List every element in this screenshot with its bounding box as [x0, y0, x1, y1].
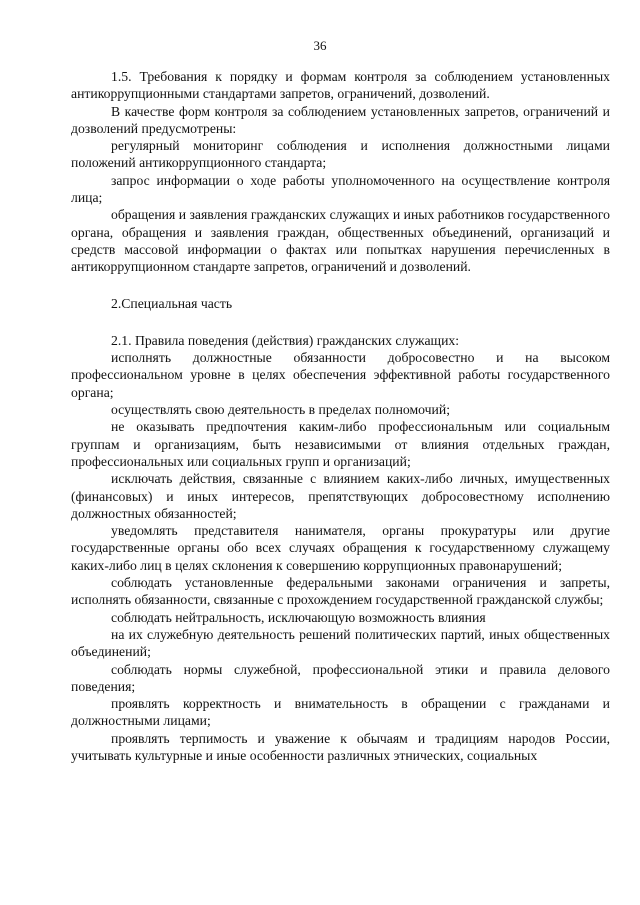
paragraph-rule: не оказывать предпочтения каким-либо профессиональным или социальным группам и организациям, быть независимыми от влияния отдельных граждан, профессиональных или социальных групп и организаций;	[71, 419, 610, 469]
paragraph-rule: проявлять терпимость и уважение к обычаям и традициям народов России, учитывать культурные и иные особенности различных этнических, социальных	[71, 730, 610, 763]
paragraph-1-5-heading: 1.5. Требования к порядку и формам контроля за соблюдением установленных антикоррупционными стандартами запретов, ограничений, дозволений.	[71, 69, 610, 102]
paragraph-rule: проявлять корректность и внимательность в обращении с гражданами и должностными лицами;	[71, 696, 610, 729]
paragraph-rule: соблюдать установленные федеральными законами ограничения и запреты, исполнять обязанности, связанные с прохождением государственной гражданской службы;	[71, 575, 610, 608]
paragraph-rule: на их служебную деятельность решений политических партий, иных общественных объединений;	[71, 626, 610, 660]
paragraph-rule: соблюдать нормы служебной, профессиональной этики и правила делового поведения;	[71, 661, 610, 694]
paragraph-information-request: запрос информации о ходе работы уполномоченного на осуществление контроля лица;	[71, 172, 610, 206]
paragraph-rule: осуществлять свою деятельность в пределах полномочий;	[111, 402, 450, 418]
paragraph-monitoring: регулярный мониторинг соблюдения и исполнения должностными лицами положений антикоррупционного стандарта;	[71, 138, 610, 171]
paragraph-rule: уведомлять представителя нанимателя, органы прокуратуры или другие государственные органы обо всех случаях обращения к государственному служащему каких-либо лиц в целях склонения к совершению коррупционных правонарушений;	[71, 523, 610, 573]
paragraph-rule: исключать действия, связанные с влиянием каких-либо личных, имущественных (финансовых) и иных интересов, препятствующих добросовестному исполнению должностных обязанностей;	[71, 471, 610, 521]
paragraph-control-forms: В качестве форм контроля за соблюдением установленных запретов, ограничений и дозволений предусмотрены:	[71, 103, 610, 136]
paragraph-2-1-heading: 2.1. Правила поведения (действия) гражданских служащих:	[111, 332, 460, 348]
document-body	[71, 68, 610, 764]
page-number: 36	[313, 38, 327, 53]
section-title: 2.Специальная часть	[111, 295, 233, 311]
paragraph-appeals: обращения и заявления гражданских служащих и иных работников государственного органа, обращения и заявления граждан, общественных объединений, организаций и средств массовой информации о фактах или попытках нарушения перечисленных в антикоррупционном стандарте запретов, ограничений и дозволений.	[71, 207, 610, 275]
paragraph-rule: исполнять должностные обязанности добросовестно и на высоком профессиональном уровне в целях обеспечения эффективной работы государственного органа;	[71, 350, 610, 400]
paragraph-rule: соблюдать нейтральность, исключающую возможность влияния	[111, 609, 486, 625]
